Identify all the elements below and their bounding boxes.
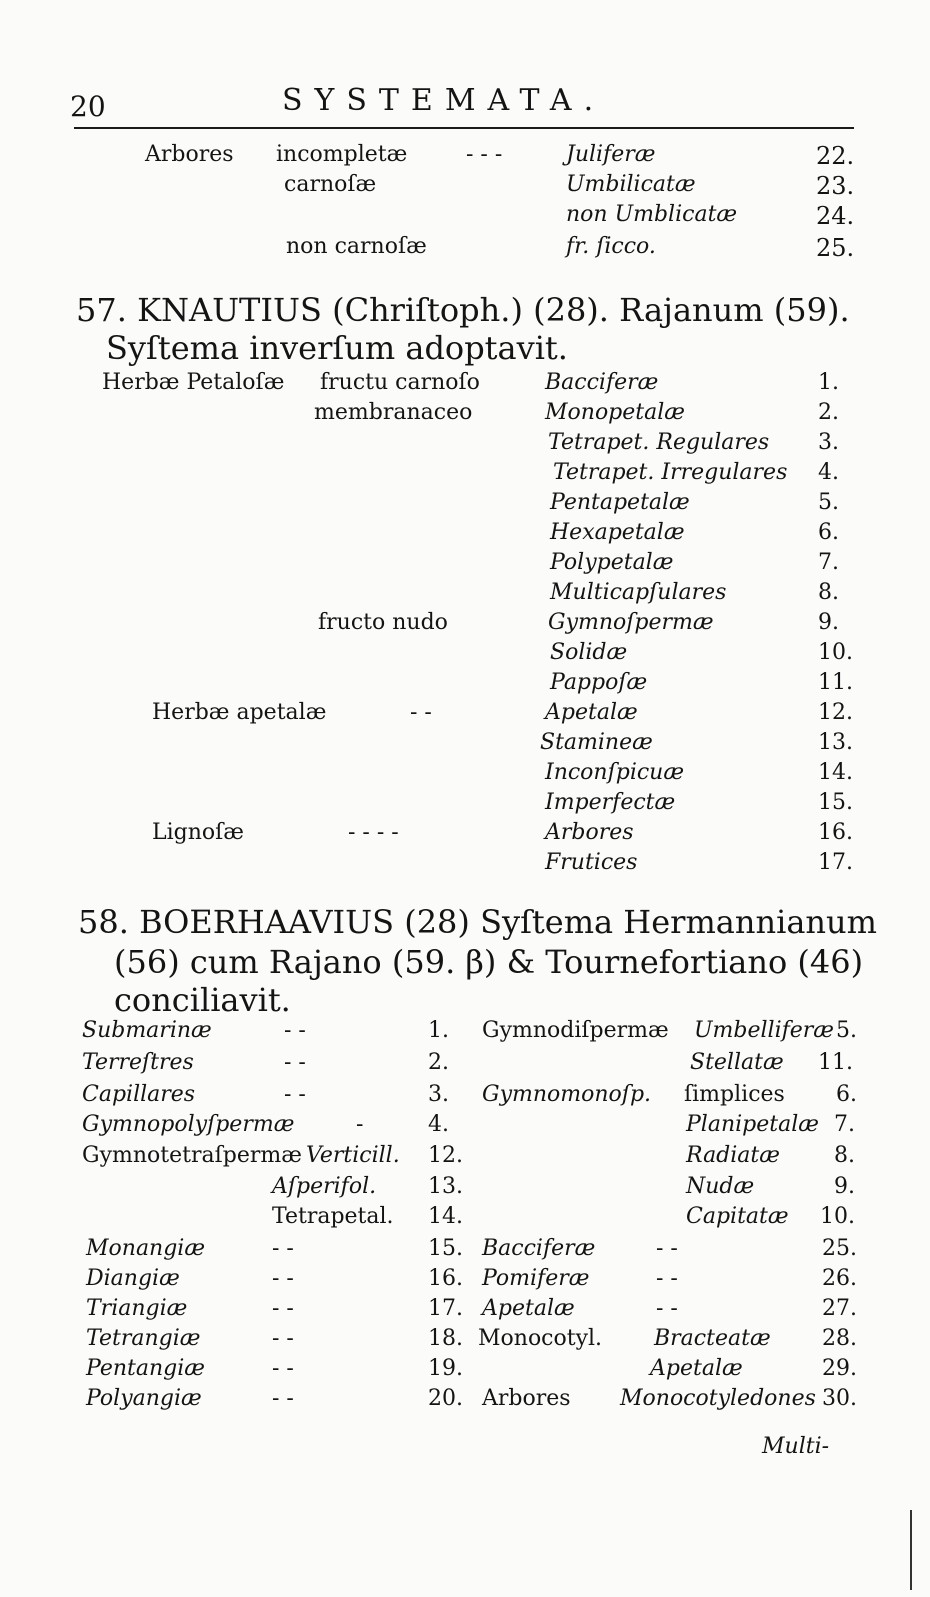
dash-leader: -: [356, 1112, 364, 1137]
page-edge-mark: [910, 1510, 912, 1590]
class-name: Arbores: [545, 820, 634, 845]
dash-leader: - -: [284, 1082, 306, 1107]
class-number: 11.: [818, 1050, 853, 1075]
class-number: 13.: [428, 1174, 463, 1199]
entry-label: Arbores: [482, 1386, 571, 1411]
class-name: Nudæ: [686, 1174, 755, 1199]
section-heading: 57. KNAUTIUS (Chriſtoph.) (28). Rajanum (59).: [76, 291, 850, 329]
dash-leader: - -: [284, 1018, 306, 1043]
class-name: Bacciferæ: [482, 1236, 596, 1261]
class-name: Diangiæ: [86, 1266, 180, 1291]
class-name: Inconſpicuæ: [545, 760, 685, 785]
class-number: 25.: [822, 1236, 857, 1261]
class-number: 6.: [818, 520, 839, 545]
class-number: 12.: [428, 1143, 463, 1168]
class-name: Submarinæ: [82, 1018, 212, 1043]
class-number: 5.: [836, 1018, 857, 1043]
class-name: Terreſtres: [82, 1050, 194, 1075]
class-number: 4.: [428, 1112, 449, 1137]
class-name: Bacciferæ: [545, 370, 659, 395]
page-number: 20: [70, 90, 106, 123]
class-number: 13.: [818, 730, 853, 755]
class-number: 28.: [822, 1326, 857, 1351]
class-name: Radiatæ: [686, 1143, 780, 1168]
class-name: Umbilicatæ: [566, 172, 696, 197]
entry-label: Gymnotetraſpermæ: [82, 1143, 302, 1168]
class-name: Pentangiæ: [86, 1356, 205, 1381]
class-name: Stellatæ: [690, 1050, 784, 1075]
class-number: 9.: [818, 610, 839, 635]
class-number: 22.: [816, 142, 855, 170]
class-name: Apetalæ: [482, 1296, 575, 1321]
class-number: 15.: [818, 790, 853, 815]
dash-leader: - - - -: [348, 820, 399, 845]
class-number: 17.: [818, 850, 853, 875]
entry-label: membranaceo: [314, 400, 473, 425]
running-head: SYSTEMATA.: [282, 83, 606, 118]
class-number: 23.: [816, 172, 855, 200]
class-name: Juliferæ: [566, 142, 656, 167]
dash-leader: - -: [272, 1266, 294, 1291]
class-name: Monopetalæ: [545, 400, 685, 425]
class-name: Verticill.: [306, 1143, 400, 1168]
class-number: 16.: [818, 820, 853, 845]
class-name: non Umblicatæ: [566, 202, 738, 227]
class-name: Planipetalæ: [686, 1112, 819, 1137]
entry-label: Herbæ apetalæ: [152, 700, 327, 725]
class-name: Pomiferæ: [482, 1266, 590, 1291]
class-name: Gymnoſpermæ: [548, 610, 714, 635]
class-name: Gymnopolyſpermæ: [82, 1112, 295, 1137]
class-number: 10.: [818, 640, 853, 665]
class-number: 26.: [822, 1266, 857, 1291]
class-number: 1.: [428, 1018, 449, 1043]
class-number: 10.: [820, 1204, 855, 1229]
entry-label: Gymnodiſpermæ: [482, 1018, 669, 1043]
class-number: 12.: [818, 700, 853, 725]
class-name: fr. ſicco.: [566, 234, 656, 259]
class-number: 5.: [818, 490, 839, 515]
entry-label: Herbæ Petaloſæ: [102, 370, 285, 395]
class-name: Triangiæ: [86, 1296, 188, 1321]
class-number: 11.: [818, 670, 853, 695]
header-rule: [74, 127, 854, 129]
dash-leader: - -: [272, 1386, 294, 1411]
class-number: 7.: [818, 550, 839, 575]
class-number: 3.: [428, 1082, 449, 1107]
class-name: Capitatæ: [686, 1204, 789, 1229]
section-heading-cont: conciliavit.: [114, 981, 291, 1019]
class-name: Gymnomonoſp.: [482, 1082, 652, 1107]
class-number: 18.: [428, 1326, 463, 1351]
class-number: 14.: [818, 760, 853, 785]
class-number: 15.: [428, 1236, 463, 1261]
class-number: 3.: [818, 430, 839, 455]
class-name: Stamineæ: [540, 730, 653, 755]
class-name: Frutices: [545, 850, 638, 875]
class-number: 4.: [818, 460, 839, 485]
entry-label: Monocotyl.: [478, 1326, 603, 1351]
class-name: Pentapetalæ: [550, 490, 690, 515]
class-number: 6.: [836, 1082, 857, 1107]
dash-leader: - -: [272, 1296, 294, 1321]
entry-label: fructo nudo: [318, 610, 448, 635]
catchword: Multi-: [762, 1434, 830, 1459]
entry-label: non carnoſæ: [286, 234, 427, 259]
section-heading-cont: Syſtema inverſum adoptavit.: [106, 329, 568, 367]
class-name: Monocotyledones: [620, 1386, 816, 1411]
class-number: 17.: [428, 1296, 463, 1321]
class-name: Apetalæ: [545, 700, 638, 725]
class-name: Tetrapet. Irregulares: [553, 460, 788, 485]
entry-label: incompletæ: [276, 142, 408, 167]
section-heading-cont: (56) cum Rajano (59. β) & Tournefortiano (46): [114, 943, 864, 981]
dash-leader: - -: [410, 700, 432, 725]
class-name: Solidæ: [550, 640, 628, 665]
class-name: Polypetalæ: [550, 550, 674, 575]
class-number: 8.: [818, 580, 839, 605]
section-heading: 58. BOERHAAVIUS (28) Syſtema Hermannianum: [78, 903, 877, 941]
entry-label: Tetrapetal.: [272, 1204, 394, 1229]
class-name: Pappoſæ: [550, 670, 648, 695]
class-name: Tetrapet. Regulares: [548, 430, 770, 455]
class-number: 1.: [818, 370, 839, 395]
dash-leader: - -: [272, 1326, 294, 1351]
class-number: 2.: [818, 400, 839, 425]
dash-leader: - -: [272, 1356, 294, 1381]
class-number: 29.: [822, 1356, 857, 1381]
dash-leader: - - -: [466, 142, 503, 167]
class-number: 19.: [428, 1356, 463, 1381]
dash-leader: - -: [656, 1266, 678, 1291]
dash-leader: - -: [656, 1296, 678, 1321]
entry-label: Arbores: [145, 142, 234, 167]
class-name: Tetrangiæ: [86, 1326, 201, 1351]
entry-label: fructu carnoſo: [320, 370, 480, 395]
class-name: Imperfectæ: [545, 790, 676, 815]
class-number: 24.: [816, 202, 855, 230]
class-name: Aſperifol.: [272, 1174, 377, 1199]
class-number: 8.: [834, 1143, 855, 1168]
class-name: Polyangiæ: [86, 1386, 202, 1411]
entry-label: ſimplices: [684, 1082, 785, 1107]
class-name: Bracteatæ: [654, 1326, 771, 1351]
class-number: 30.: [822, 1386, 857, 1411]
class-name: Hexapetalæ: [550, 520, 685, 545]
dash-leader: - -: [284, 1050, 306, 1075]
class-name: Apetalæ: [650, 1356, 743, 1381]
class-number: 16.: [428, 1266, 463, 1291]
entry-label: carnoſæ: [284, 172, 377, 197]
class-number: 2.: [428, 1050, 449, 1075]
class-number: 9.: [834, 1174, 855, 1199]
class-number: 25.: [816, 234, 855, 262]
entry-label: Lignoſæ: [152, 820, 244, 845]
dash-leader: - -: [656, 1236, 678, 1261]
class-number: 27.: [822, 1296, 857, 1321]
class-name: Umbelliferæ: [694, 1018, 834, 1043]
class-number: 20.: [428, 1386, 463, 1411]
class-name: Monangiæ: [86, 1236, 206, 1261]
class-number: 7.: [834, 1112, 855, 1137]
class-name: Multicapſulares: [550, 580, 727, 605]
dash-leader: - -: [272, 1236, 294, 1261]
class-number: 14.: [428, 1204, 463, 1229]
class-name: Capillares: [82, 1082, 196, 1107]
